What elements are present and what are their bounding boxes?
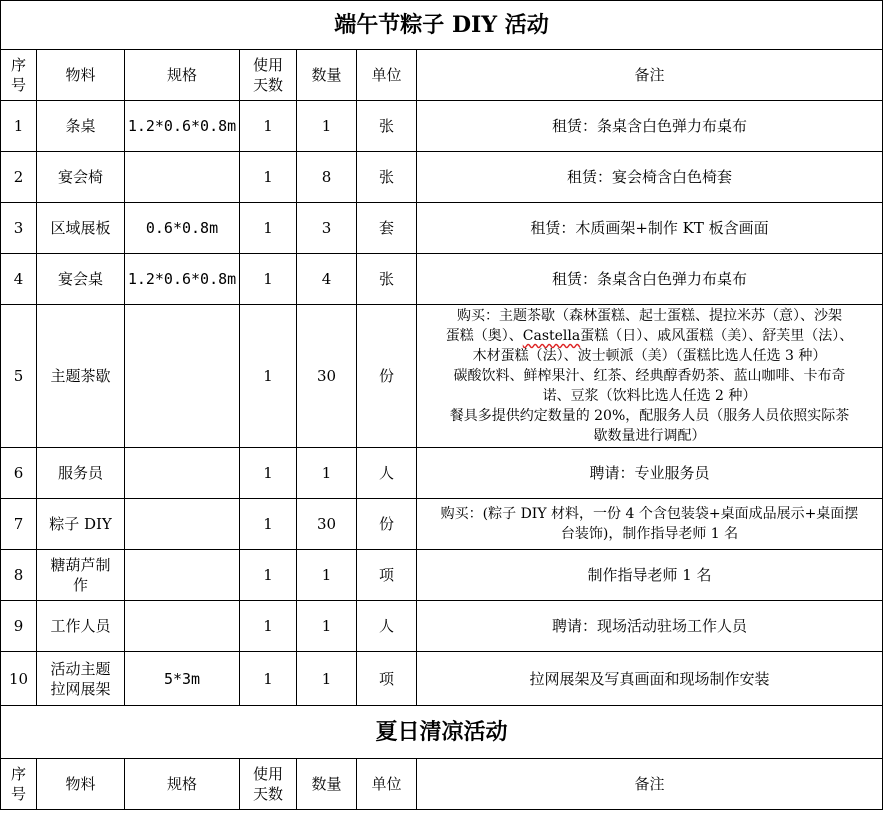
cell-note: 拉网展架及写真画面和现场制作安装 <box>417 652 883 706</box>
cell-unit: 张 <box>357 152 417 203</box>
note-line: 购买：主题茶歇（森林蛋糕、起士蛋糕、提拉米苏（意）、沙架 <box>457 308 842 324</box>
cell-index: 5 <box>1 305 37 448</box>
cell-days: 1 <box>240 152 297 203</box>
header-note: 备注 <box>417 50 883 101</box>
cell-qty: 1 <box>297 448 357 499</box>
cell-spec <box>125 601 240 652</box>
note-line: 碳酸饮料、鲜榨果汁、红茶、经典醇香奶茶、蓝山咖啡、卡布奇 <box>453 368 846 384</box>
note-line: 台装饰)，制作指导老师 1 名 <box>560 526 739 542</box>
cell-qty: 30 <box>297 499 357 550</box>
cell-qty: 30 <box>297 305 357 448</box>
table-row <box>1 254 883 305</box>
cell-days: 1 <box>240 499 297 550</box>
table-row <box>1 550 883 601</box>
cell-unit: 张 <box>357 101 417 152</box>
cell-unit: 项 <box>357 550 417 601</box>
table-row <box>1 448 883 499</box>
table-row <box>1 101 883 152</box>
cell-item: 宴会椅 <box>37 152 125 203</box>
cell-days: 1 <box>240 601 297 652</box>
header-qty: 数量 <box>297 50 357 101</box>
note-line: 歇数量进行调配） <box>593 428 706 444</box>
cell-days: 1 <box>240 101 297 152</box>
cell-item: 工作人员 <box>37 601 125 652</box>
cell-index: 1 <box>1 101 37 152</box>
section1-title: 端午节粽子 DIY 活动 <box>1 1 883 50</box>
cell-spec <box>125 550 240 601</box>
table-row <box>1 152 883 203</box>
cell-index: 6 <box>1 448 37 499</box>
table-row <box>1 203 883 254</box>
cell-qty: 1 <box>297 101 357 152</box>
header-index: 序 号 <box>1 759 37 810</box>
header-index: 序 号 <box>1 50 37 101</box>
cell-item: 区域展板 <box>37 203 125 254</box>
spellcheck-word: Castella <box>522 328 581 344</box>
cell-note: 租赁：木质画架+制作 KT 板含画面 <box>417 203 883 254</box>
cell-days: 1 <box>240 203 297 254</box>
cell-spec: 1.2*0.6*0.8m <box>125 254 240 305</box>
cell-unit: 项 <box>357 652 417 706</box>
cell-item: 主题茶歇 <box>37 305 125 448</box>
cell-index: 2 <box>1 152 37 203</box>
table-row <box>1 652 883 706</box>
cell-spec <box>125 499 240 550</box>
cell-index: 7 <box>1 499 37 550</box>
table-row <box>1 499 883 550</box>
cell-spec: 1.2*0.6*0.8m <box>125 101 240 152</box>
header-days: 使用 天数 <box>240 759 297 810</box>
section1-title-row <box>1 1 883 50</box>
cell-qty: 3 <box>297 203 357 254</box>
header-item: 物料 <box>37 759 125 810</box>
header-note: 备注 <box>417 759 883 810</box>
header-unit: 单位 <box>357 50 417 101</box>
cell-item: 条桌 <box>37 101 125 152</box>
note-line: 木材蛋糕（法）、波士顿派（美）（蛋糕比选人任选 3 种） <box>472 348 827 364</box>
cell-index: 10 <box>1 652 37 706</box>
header-unit: 单位 <box>357 759 417 810</box>
cell-qty: 8 <box>297 152 357 203</box>
cell-unit: 份 <box>357 499 417 550</box>
cell-qty: 1 <box>297 550 357 601</box>
header-spec: 规格 <box>125 759 240 810</box>
cell-days: 1 <box>240 254 297 305</box>
table-row <box>1 601 883 652</box>
cell-spec <box>125 305 240 448</box>
cell-days: 1 <box>240 652 297 706</box>
cell-unit: 张 <box>357 254 417 305</box>
cell-note: 租赁：条桌含白色弹力布桌布 <box>417 101 883 152</box>
header-spec: 规格 <box>125 50 240 101</box>
cell-spec: 0.6*0.8m <box>125 203 240 254</box>
cell-days: 1 <box>240 305 297 448</box>
cell-index: 4 <box>1 254 37 305</box>
cell-unit: 人 <box>357 448 417 499</box>
note-line: 蛋糕（奥）、Castella蛋糕（日）、戚风蛋糕（美）、舒芙里（法）、 <box>445 328 854 344</box>
section2-title: 夏日清凉活动 <box>1 706 883 759</box>
cell-unit: 人 <box>357 601 417 652</box>
table-row <box>1 305 883 448</box>
cell-spec <box>125 448 240 499</box>
cell-spec <box>125 152 240 203</box>
cell-days: 1 <box>240 448 297 499</box>
cell-unit: 份 <box>357 305 417 448</box>
cell-qty: 4 <box>297 254 357 305</box>
cell-item: 活动主题 拉网展架 <box>37 652 125 706</box>
cell-item: 糖葫芦制 作 <box>37 550 125 601</box>
cell-note <box>417 305 883 448</box>
cell-note: 制作指导老师 1 名 <box>417 550 883 601</box>
header-qty: 数量 <box>297 759 357 810</box>
cell-note: 聘请：现场活动驻场工作人员 <box>417 601 883 652</box>
cell-item: 粽子 DIY <box>37 499 125 550</box>
note-line: 诺、豆浆（饮料比选人任选 2 种） <box>542 388 757 404</box>
cell-index: 8 <box>1 550 37 601</box>
cell-spec: 5*3m <box>125 652 240 706</box>
cell-note: 租赁：条桌含白色弹力布桌布 <box>417 254 883 305</box>
section2-title-row <box>1 706 883 759</box>
header-days: 使用 天数 <box>240 50 297 101</box>
cell-item: 宴会桌 <box>37 254 125 305</box>
cell-note: 租赁：宴会椅含白色椅套 <box>417 152 883 203</box>
cell-note <box>417 499 883 550</box>
note-line: 餐具多提供约定数量的 20%，配服务人员（服务人员依照实际茶 <box>449 408 850 424</box>
section1-header-row <box>1 50 883 101</box>
section2-header-row <box>1 759 883 810</box>
header-item: 物料 <box>37 50 125 101</box>
cell-qty: 1 <box>297 601 357 652</box>
cell-index: 3 <box>1 203 37 254</box>
note-line: 购买：(粽子 DIY 材料，一份 4 个含包装袋+桌面成品展示+桌面摆 <box>440 506 859 522</box>
cell-item: 服务员 <box>37 448 125 499</box>
cell-index: 9 <box>1 601 37 652</box>
cell-qty: 1 <box>297 652 357 706</box>
cell-days: 1 <box>240 550 297 601</box>
cell-unit: 套 <box>357 203 417 254</box>
cell-note: 聘请：专业服务员 <box>417 448 883 499</box>
